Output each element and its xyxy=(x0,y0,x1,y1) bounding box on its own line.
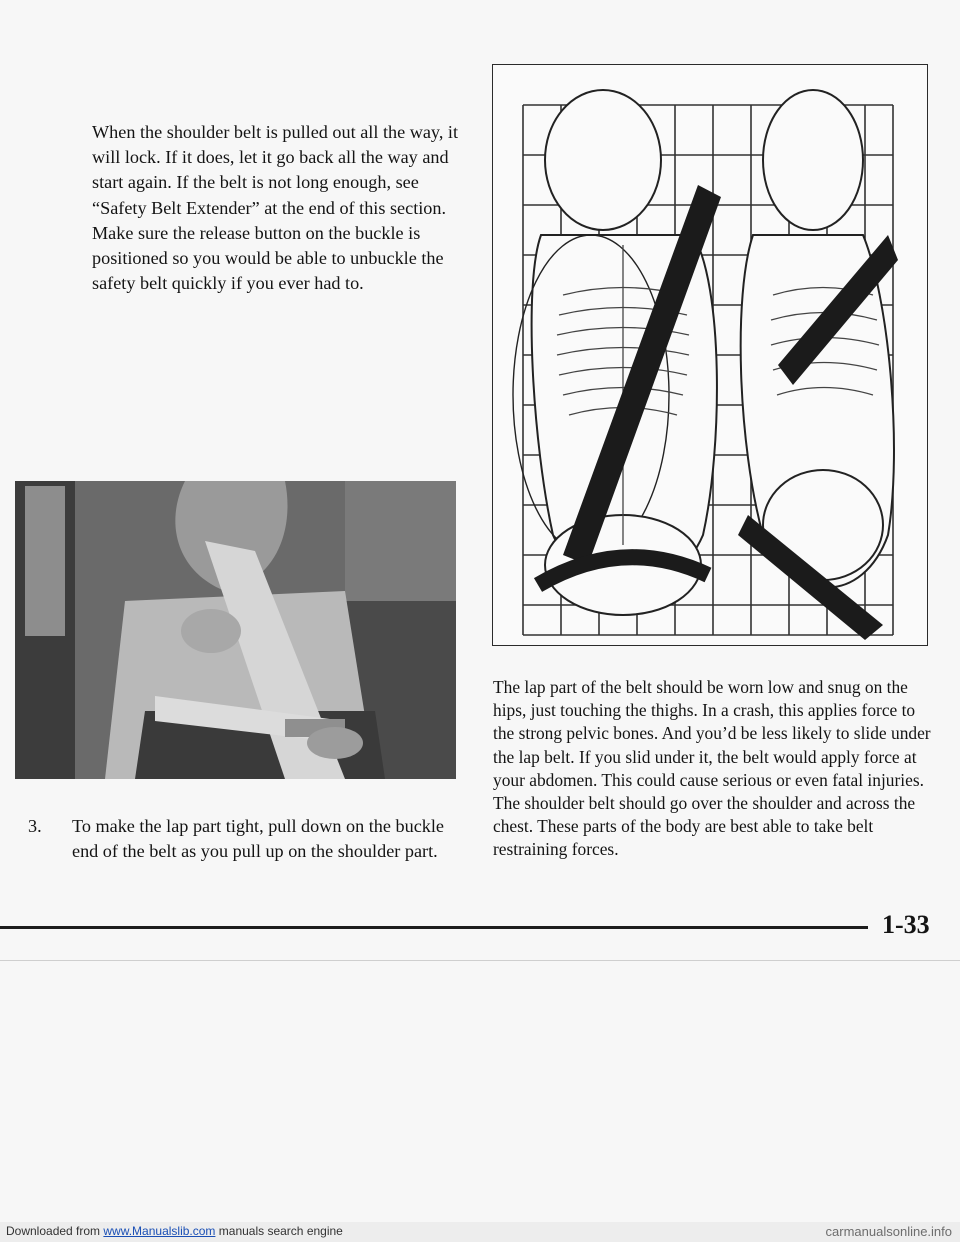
buckle-photo xyxy=(15,481,456,779)
download-prefix: Downloaded from xyxy=(6,1224,104,1238)
divider xyxy=(0,960,960,961)
skeleton-belt-diagram xyxy=(492,64,928,646)
step-number: 3. xyxy=(28,816,42,836)
intro-paragraph: When the shoulder belt is pulled out all the way, it will lock. If it does, let it go back all the way and start again. If the belt is not long enough, see “Safety Belt Extender” at the end of this section. Make sure the release button on the buckle is positioned so you would be able to unbuckle the safety belt quickly if you ever had to. xyxy=(92,122,459,294)
download-suffix: manuals search engine xyxy=(215,1224,343,1238)
download-notice xyxy=(6,1224,343,1238)
step-text: To make the lap part tight, pull down on the buckle end of the belt as you pull up on the shoulder part. xyxy=(72,816,444,861)
step-3 xyxy=(28,814,458,864)
download-bar xyxy=(0,1222,960,1242)
watermark: carmanualsonline.info xyxy=(825,1224,952,1239)
page-number: 1-33 xyxy=(882,910,930,939)
manualslib-link[interactable]: www.Manualslib.com xyxy=(103,1224,216,1238)
footer-rule xyxy=(0,926,868,929)
lap-belt-paragraph: The lap part of the belt should be worn low and snug on the hips, just touching the thighs. In a crash, this applies force to the strong pelvic bones. And you’d be less likely to slide under the lap belt. If you slid under it, the belt would apply force at your abdomen. This could cause serious or even fatal injuries. The shoulder belt should go over the shoulder and across the chest. These parts of the body are best able to take belt restraining forces. xyxy=(493,677,931,860)
